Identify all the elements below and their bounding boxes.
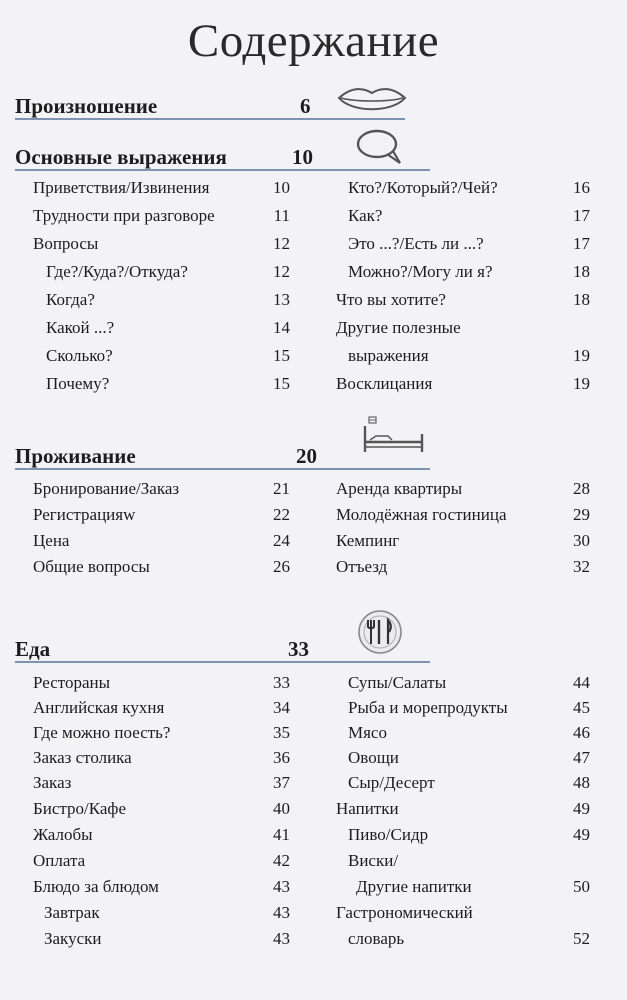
toc-item[interactable]: Напитки <box>336 799 399 818</box>
toc-page: 52 <box>573 929 590 948</box>
toc-item[interactable]: Где можно поесть? <box>33 723 171 742</box>
toc-page: 36 <box>273 748 290 767</box>
toc-page: 19 <box>573 346 590 365</box>
speech-bubble-icon <box>353 128 405 168</box>
toc-page: 19 <box>573 374 590 393</box>
toc-item[interactable]: Другие полезные <box>336 318 461 337</box>
toc-page: 32 <box>573 557 590 576</box>
toc-item[interactable]: Молодёжная гостиница <box>336 505 507 524</box>
toc-page: 35 <box>273 723 290 742</box>
toc-page: 28 <box>573 479 590 498</box>
toc-page: 17 <box>573 206 590 225</box>
toc-page: 37 <box>273 773 290 792</box>
toc-item[interactable]: Пиво/Сидр <box>348 825 429 844</box>
toc-page: 47 <box>573 748 590 767</box>
toc-item[interactable]: Когда? <box>46 290 95 309</box>
toc-page: 15 <box>273 374 290 393</box>
toc-item[interactable]: Английская кухня <box>33 698 165 717</box>
section-divider <box>15 661 430 663</box>
toc-page: 10 <box>273 178 290 197</box>
section-page-pronunciation: 6 <box>300 94 311 118</box>
toc-item[interactable]: Сыр/Десерт <box>348 773 435 792</box>
toc-page: 44 <box>573 673 590 692</box>
toc-item[interactable]: Гастрономический <box>336 903 473 922</box>
page-title: Содержание <box>187 15 440 67</box>
toc-item[interactable]: Общие вопросы <box>33 557 150 576</box>
toc-item[interactable]: Оплата <box>33 851 86 870</box>
section-divider <box>15 118 405 120</box>
toc-page: 45 <box>573 698 590 717</box>
toc-item[interactable]: Вопросы <box>33 234 99 253</box>
toc-page: 15 <box>273 346 290 365</box>
toc-item[interactable]: Трудности при разговоре <box>33 206 215 225</box>
toc-page: 49 <box>573 799 590 818</box>
toc-page: 50 <box>573 877 590 896</box>
toc-page: 21 <box>273 479 290 498</box>
toc-item[interactable]: Регистрацияw <box>33 505 136 524</box>
toc-item[interactable]: словарь <box>348 929 405 948</box>
section-divider <box>15 468 430 470</box>
toc-page: 48 <box>573 773 590 792</box>
toc-item[interactable]: Сколько? <box>46 346 113 365</box>
toc-page: 12 <box>273 262 290 281</box>
toc-item[interactable]: Восклицания <box>336 374 433 393</box>
toc-page: 43 <box>273 903 290 922</box>
toc-item[interactable]: Закуски <box>44 929 102 948</box>
toc-item[interactable]: Можно?/Могу ли я? <box>348 262 493 281</box>
toc-item[interactable]: Как? <box>348 206 383 225</box>
toc-item[interactable]: Какой ...? <box>46 318 115 337</box>
toc-page: 30 <box>573 531 590 550</box>
toc-page: 46 <box>573 723 590 742</box>
toc-item[interactable]: Рестораны <box>33 673 111 692</box>
section-page-basic-expressions: 10 <box>292 145 313 169</box>
toc-item[interactable]: Другие напитки <box>356 877 472 896</box>
toc-page: 18 <box>573 262 590 281</box>
toc-item[interactable]: Рыба и морепродукты <box>348 698 508 717</box>
toc-item[interactable]: Заказ <box>33 773 72 792</box>
toc-page: 34 <box>273 698 290 717</box>
toc-page: 43 <box>273 929 290 948</box>
toc-page: 41 <box>273 825 290 844</box>
toc-page: 11 <box>273 206 290 225</box>
toc-page: 24 <box>273 531 290 550</box>
toc-page: 43 <box>273 877 290 896</box>
toc-item[interactable]: Почему? <box>46 374 110 393</box>
toc-item[interactable]: Что вы хотите? <box>336 290 446 309</box>
toc-page: 17 <box>573 234 590 253</box>
toc-item[interactable]: Где?/Куда?/Откуда? <box>46 262 188 281</box>
toc-item[interactable]: Мясо <box>348 723 387 742</box>
toc-item[interactable]: Завтрак <box>44 903 100 922</box>
toc-item[interactable]: Кемпинг <box>336 531 400 550</box>
toc-item[interactable]: Аренда квартиры <box>336 479 463 498</box>
toc-item[interactable]: Приветствия/Извинения <box>33 178 210 197</box>
section-title-accommodation[interactable]: Проживание <box>15 444 136 468</box>
toc-page: 16 <box>573 178 590 197</box>
toc-item[interactable]: Это ...?/Есть ли ...? <box>348 234 484 253</box>
toc-item[interactable]: Заказ столика <box>33 748 132 767</box>
toc-page: 42 <box>273 851 290 870</box>
toc-item[interactable]: Супы/Салаты <box>348 673 447 692</box>
toc-item[interactable]: выражения <box>348 346 429 365</box>
section-page-food: 33 <box>288 637 309 661</box>
toc-page: 49 <box>573 825 590 844</box>
toc-page: 40 <box>273 799 290 818</box>
toc-page: 14 <box>273 318 290 337</box>
toc-item[interactable]: Жалобы <box>33 825 93 844</box>
section-title-food[interactable]: Еда <box>15 637 51 661</box>
toc-page: 22 <box>273 505 290 524</box>
section-title-pronunciation[interactable]: Произношение <box>15 94 158 118</box>
toc-page: 26 <box>273 557 290 576</box>
section-divider <box>15 169 430 171</box>
toc-item[interactable]: Кто?/Который?/Чей? <box>348 178 498 197</box>
toc-page: 33 <box>273 673 290 692</box>
toc-item[interactable]: Овощи <box>348 748 399 767</box>
toc-page: 18 <box>573 290 590 309</box>
toc-page: 29 <box>573 505 590 524</box>
toc-item[interactable]: Цена <box>33 531 70 550</box>
section-title-basic-expressions[interactable]: Основные выражения <box>15 145 227 169</box>
toc-page: 12 <box>273 234 290 253</box>
plate-cutlery-icon <box>356 608 404 656</box>
toc-item[interactable]: Отъезд <box>336 557 388 576</box>
toc-item[interactable]: Виски/ <box>348 851 399 870</box>
toc-item[interactable]: Блюдо за блюдом <box>33 877 159 896</box>
toc-page: 13 <box>273 290 290 309</box>
toc-item[interactable]: Бронирование/Заказ <box>33 479 180 498</box>
lips-icon <box>336 84 408 116</box>
section-page-accommodation: 20 <box>296 444 317 468</box>
toc-item[interactable]: Бистро/Кафе <box>33 799 126 818</box>
bed-icon <box>362 416 432 456</box>
